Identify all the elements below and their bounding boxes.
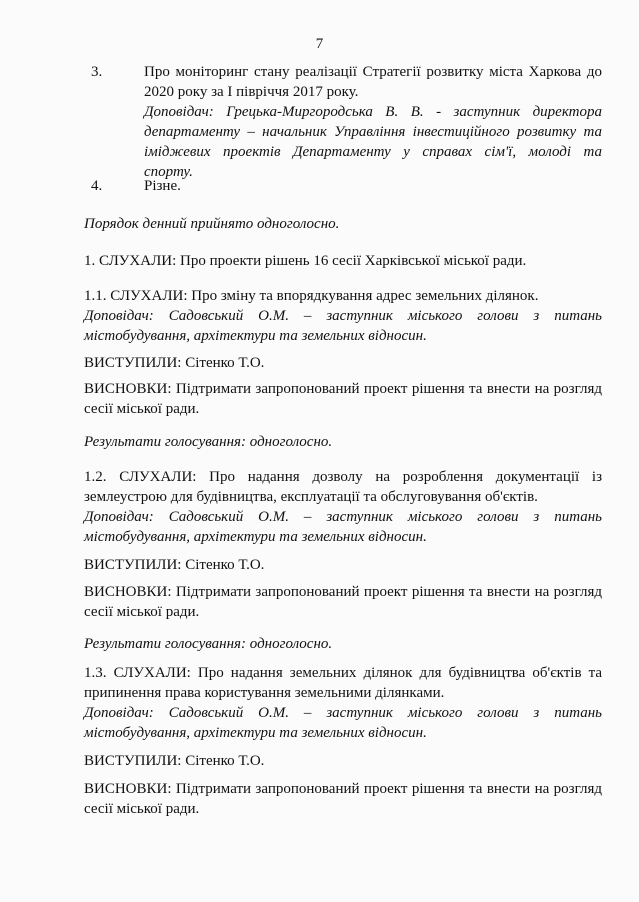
speaker-line: спорту.	[144, 164, 193, 180]
page-number: 7	[315, 36, 324, 52]
speaker-line: департаменту – начальник Управління інвестиційного розвитку та	[144, 124, 602, 140]
agenda-item-3	[144, 62, 602, 182]
speaker-line: містобудування, архітектури та земельних відносин.	[84, 725, 427, 741]
vote-result: Результати голосування: одноголосно.	[84, 434, 333, 450]
item-1-2	[84, 467, 602, 547]
agenda-item-4: Різне.	[144, 178, 181, 194]
agenda-text-line: Про моніторинг стану реалізації Стратегії розвитку міста Харкова до	[144, 64, 602, 80]
speaker-line: містобудування, архітектури та земельних відносин.	[84, 328, 427, 344]
agenda-number: 3.	[91, 64, 103, 80]
conclusion	[84, 779, 602, 819]
item-1-3	[84, 663, 602, 743]
spoke: ВИСТУПИЛИ: Сітенко Т.О.	[84, 557, 265, 573]
heard-line: 1.2. СЛУХАЛИ: Про надання дозволу на розроблення документації із	[84, 469, 602, 485]
conclusion-line: сесії міської ради.	[84, 801, 200, 817]
spoke: ВИСТУПИЛИ: Сітенко Т.О.	[84, 355, 265, 371]
heard-line: землеустрою для будівництва, експлуатації та обслуговування об'єктів.	[84, 489, 538, 505]
speaker-line: Доповідач: Садовський О.М. – заступник міського голови з питань	[84, 509, 602, 525]
conclusion-line: ВИСНОВКИ: Підтримати запропонований проект рішення та внести на розгляд	[84, 584, 602, 600]
speaker-line: Доповідач: Садовський О.М. – заступник міського голови з питань	[84, 705, 602, 721]
conclusion-line: сесії міської ради.	[84, 401, 200, 417]
vote-result: Результати голосування: одноголосно.	[84, 636, 333, 652]
heard-line: 1.3. СЛУХАЛИ: Про надання земельних ділянок для будівництва об'єктів та	[84, 665, 602, 681]
conclusion-line: ВИСНОВКИ: Підтримати запропонований проект рішення та внести на розгляд	[84, 781, 602, 797]
speaker-line: містобудування, архітектури та земельних відносин.	[84, 529, 427, 545]
speaker-line: Доповідач: Грецька-Миргородська В. В. - заступник директора	[144, 104, 602, 120]
agenda-text-line: 2020 року за І півріччя 2017 року.	[144, 84, 359, 100]
conclusion-line: ВИСНОВКИ: Підтримати запропонований проект рішення та внести на розгляд	[84, 381, 602, 397]
agenda-number: 4.	[91, 178, 103, 194]
heard-main: 1. СЛУХАЛИ: Про проекти рішень 16 сесії Харківської міської ради.	[84, 253, 527, 269]
heard-line: 1.1. СЛУХАЛИ: Про зміну та впорядкування адрес земельних ділянок.	[84, 288, 539, 304]
speaker-line: Доповідач: Садовський О.М. – заступник міського голови з питань	[84, 308, 602, 324]
speaker-line: іміджевих проектів Департаменту у справах сім'ї, молоді та	[144, 144, 602, 160]
item-1-1	[84, 286, 602, 346]
agenda-adopted: Порядок денний прийнято одноголосно.	[84, 216, 340, 232]
conclusion	[84, 379, 602, 419]
spoke: ВИСТУПИЛИ: Сітенко Т.О.	[84, 753, 265, 769]
heard-line: припинення права користування земельними ділянками.	[84, 685, 445, 701]
conclusion-line: сесії міської ради.	[84, 604, 200, 620]
conclusion	[84, 582, 602, 622]
